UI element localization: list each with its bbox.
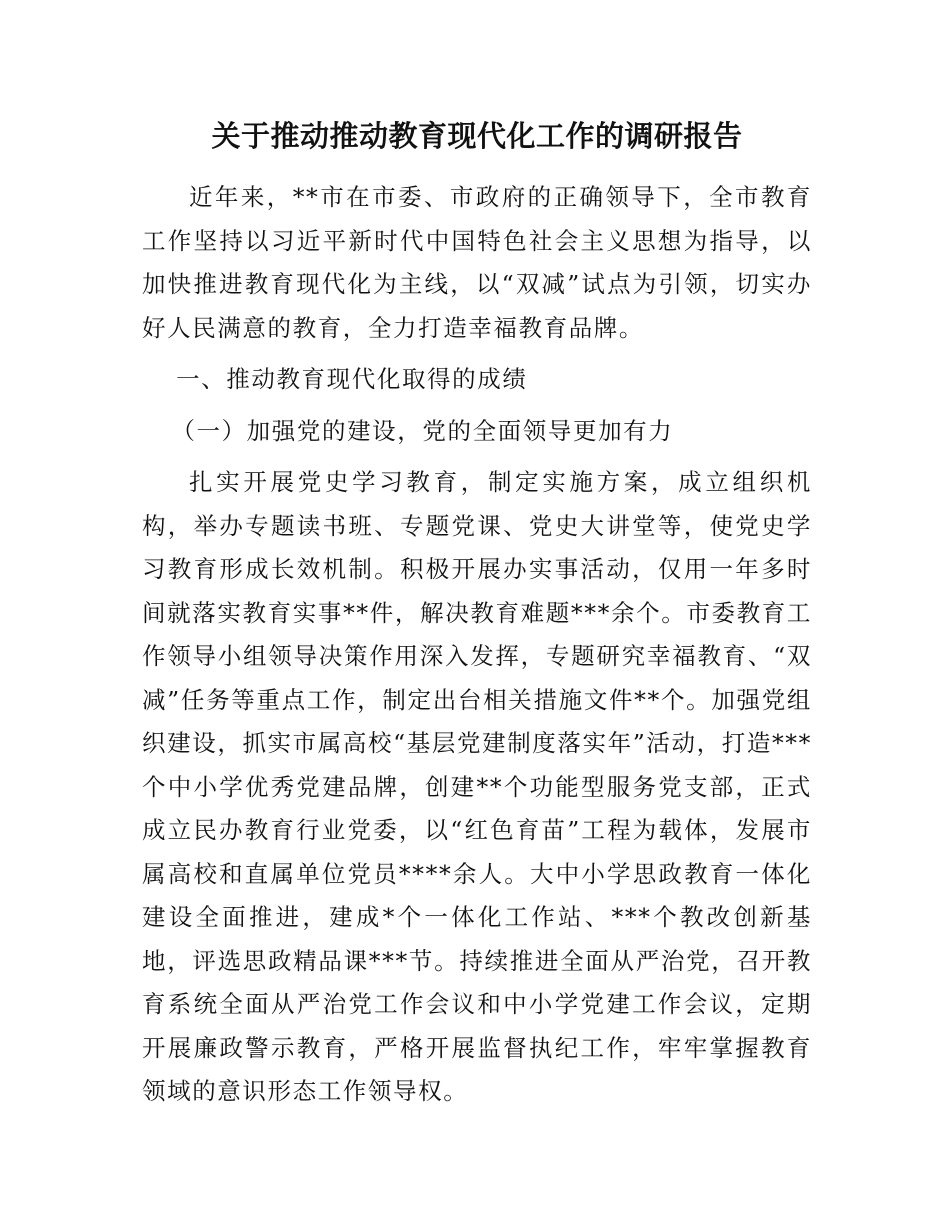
intro-paragraph: 近年来，**市在市委、市政府的正确领导下，全市教育工作坚持以习近平新时代中国特色社会主义思想为指导，以加快推进教育现代化为主线，以“双减”试点为引领，切实办好人民满意的教育，全力打造幸福教育品牌。 [142, 183, 812, 342]
section-heading-achievements: 一、推动教育现代化取得的成绩 [176, 365, 528, 393]
document-body [142, 110, 812, 1122]
document-title: 关于推动推动教育现代化工作的调研报告 [211, 119, 743, 153]
subsection-heading-party-building: （一）加强党的建设，党的全面领导更加有力 [171, 416, 674, 445]
subsection-body-paragraph: 扎实开展党史学习教育，制定实施方案，成立组织机构，举办专题读书班、专题党课、党史大讲堂等，使党史学习教育形成长效机制。积极开展办实事活动，仅用一年多时间就落实教育实事**件，解决教育难题***余个。市委教育工作领导小组领导决策作用深入发挥，专题研究幸福教育、“双减”任务等重点工作，制定出台相关措施文件**个。加强党组织建设，抓实市属高校“基层党建制度落实年”活动，打造***个中小学优秀党建品牌，创建**个功能型服务党支部，正式成立民办教育行业党委，以“红色育苗”工程为载体，发展市属高校和直属单位党员****余人。大中小学思政教育一体化建设全面推进，建成*个一体化工作站、***个教改创新基地，评选思政精品课***节。持续推进全面从严治党，召开教育系统全面从严治党工作会议和中小学党建工作会议，定期开展廉政警示教育，严格开展监督执纪工作，牢牢掌握教育领域的意识形态工作领导权。 [142, 468, 812, 1105]
